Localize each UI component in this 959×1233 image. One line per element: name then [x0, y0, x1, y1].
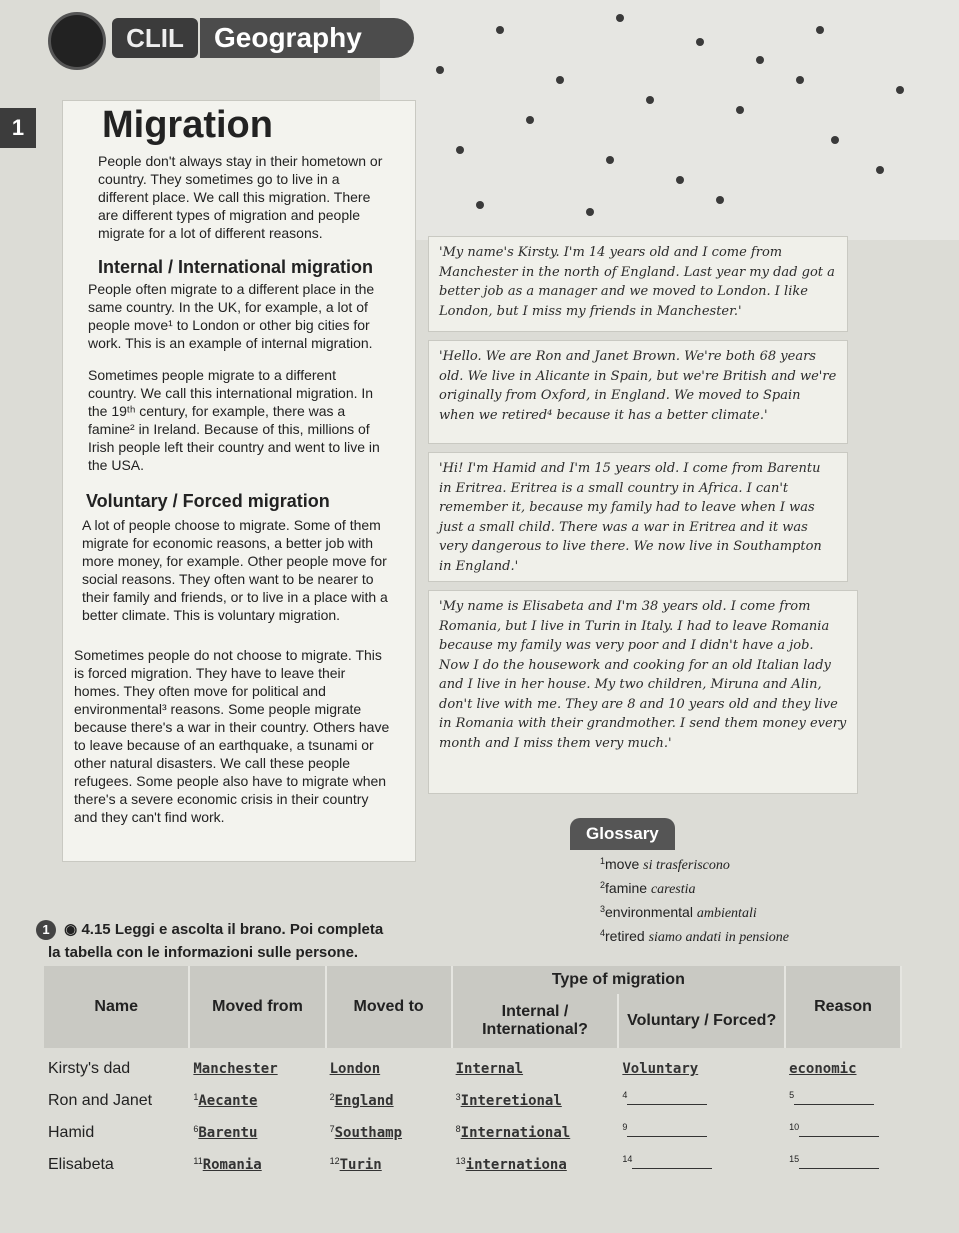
- header-moved-from: Moved from: [189, 966, 325, 1048]
- quote-ron-janet: 'Hello. We are Ron and Janet Brown. We're both 68 years old. We live in Alicante in Spain, but we're British and we're originally from Oxford, in England. We moved to Spain when we retired⁴ because it has a better climate.': [428, 340, 848, 444]
- task-number: 1: [36, 920, 56, 940]
- header-moved-to: Moved to: [326, 966, 452, 1048]
- cell-name: Ron and Janet: [48, 1092, 153, 1109]
- section2-heading: Voluntary / Forced migration: [86, 491, 330, 511]
- blank-field[interactable]: [799, 1122, 879, 1137]
- table-row: [44, 1048, 901, 1080]
- cell-moved-to[interactable]: Southamp: [334, 1125, 403, 1141]
- cell-internal-international[interactable]: Internal: [455, 1061, 524, 1077]
- section1-p1: People often migrate to a different place in the same country. In the UK, for example, a lot of people move¹ to London or other big cities for work. This is an example of internal migration.: [88, 281, 375, 351]
- audio-icon: ◉: [64, 921, 78, 938]
- cell-internal-international[interactable]: International: [460, 1125, 571, 1141]
- glossary-item: $^2$famine carestia: [600, 880, 696, 897]
- blank-field[interactable]: [627, 1090, 707, 1105]
- cell-moved-from[interactable]: Barentu: [198, 1125, 258, 1141]
- track-number: 4.15: [81, 921, 111, 938]
- cell-moved-to[interactable]: London: [329, 1061, 381, 1077]
- glossary-title: Glossary: [570, 818, 675, 850]
- quote-hamid: 'Hi! I'm Hamid and I'm 15 years old. I come from Barentu in Eritrea. Eritrea is a small country in Africa. I can't remember it, because my family had to leave when I was just a small child. There was a war in Eritrea and it was very dangerous to live there. We now live in Southampton in England.': [428, 452, 848, 582]
- cell-moved-from[interactable]: Romania: [202, 1157, 262, 1173]
- cell-name: Hamid: [48, 1124, 95, 1141]
- cell-internal-international[interactable]: Interetional: [460, 1093, 562, 1109]
- subject-label: Geography: [200, 18, 414, 58]
- table-row: Elisabeta $^{11}$Romania $^{12}$Turin $^{13}$internationa $^{14}$ $^{15}$: [44, 1144, 901, 1176]
- header-voluntary-forced: Voluntary / Forced?: [618, 994, 785, 1048]
- cell-moved-from[interactable]: Aecante: [198, 1093, 258, 1109]
- header-internal-international: Internal / International?: [452, 994, 619, 1048]
- section2-p1: A lot of people choose to migrate. Some of them migrate for economic reasons, a better job with more money, for example. Other people move for social reasons. They often want to be nearer to their family and friends, or to live in a place with a better climate. This is voluntary migration.: [82, 517, 388, 623]
- cell-name: Elisabeta: [48, 1156, 114, 1173]
- page-title: Migration: [102, 104, 273, 146]
- blank-field[interactable]: [799, 1154, 879, 1169]
- blank-field[interactable]: [794, 1090, 874, 1105]
- migration-table: [44, 966, 902, 1176]
- cell-moved-to[interactable]: Turin: [339, 1157, 382, 1173]
- cell-internal-international[interactable]: internationa: [465, 1157, 567, 1173]
- glossary-item: $^1$move si trasferiscono: [600, 856, 730, 873]
- cell-moved-from[interactable]: Manchester: [193, 1061, 278, 1077]
- task-line1: Leggi e ascolta il brano. Poi completa: [114, 921, 384, 938]
- cell-name: Kirsty's dad: [48, 1060, 131, 1077]
- clil-label: CLIL: [112, 18, 198, 58]
- quote-kirsty: 'My name's Kirsty. I'm 14 years old and I come from Manchester in the north of England. Last year my dad got a better job as a manager and we moved to London. I like London, but I miss my friends in Manchester.': [428, 236, 848, 332]
- glossary: [570, 818, 890, 946]
- table-row: Ron and Janet $^1$Aecante $^2$England $^3$Interetional $^4$ $^5$: [44, 1080, 901, 1112]
- task-line2: la tabella con le informazioni sulle persone.: [48, 944, 359, 961]
- globe-icon: [48, 12, 106, 70]
- migration-map-illustration: [380, 0, 959, 240]
- blank-field[interactable]: [627, 1122, 707, 1137]
- header-reason: Reason: [785, 966, 901, 1048]
- blank-field[interactable]: [632, 1154, 712, 1169]
- table-row: Hamid $^6$Barentu $^7$Southamp $^8$International $^9$ $^{10}$: [44, 1112, 901, 1144]
- cell-moved-to[interactable]: England: [334, 1093, 394, 1109]
- task-instruction: [36, 920, 383, 940]
- cell-reason[interactable]: economic: [789, 1061, 857, 1077]
- section1-p2: Sometimes people migrate to a different country. We call this international migration. In the 19ᵗʰ century, for example, there was a famine² in Ireland. Because of this, millions of Irish people left their country and went to live in the USA.: [88, 367, 380, 473]
- glossary-item: $^4$retired siamo andati in pensione: [600, 928, 789, 945]
- intro-text: People don't always stay in their hometown or country. They sometimes go to live in a different place. We call this migration. There are different types of migration and people migrate for a lot of different reasons.: [98, 153, 383, 241]
- section1-heading: Internal / International migration: [98, 257, 374, 277]
- people-icons-illustration: [380, 0, 959, 240]
- section2-p2: Sometimes people do not choose to migrate. This is forced migration. They have to leave their homes. They often move for political and environmental³ reasons. Some people migrate because there's a war in their country. Others have to leave because of an earthquake, a tsunami or other natural disasters. We call these people refugees. Some people also have to migrate when there's a severe economic crisis in their country and they can't find work.: [74, 647, 390, 825]
- glossary-item: $^3$environmental ambientali: [600, 904, 757, 921]
- unit-number: 1: [0, 108, 36, 148]
- cell-voluntary-forced[interactable]: Voluntary: [622, 1061, 699, 1077]
- header-name: Name: [44, 966, 189, 1048]
- header-type-of-migration: Type of migration: [452, 966, 785, 994]
- quote-elisabeta: 'My name is Elisabeta and I'm 38 years old. I come from Romania, but I live in Turin in Italy. I had to leave Romania because my family was very poor and I didn't have a job. Now I do the housework and cooking for an old Italian lady and I live in her house. My two children, Miruna and Alin, don't live with me. They are 8 and 10 years old and they live in Romania with their grandmother. I send them money every month and I miss them very much.': [428, 590, 858, 794]
